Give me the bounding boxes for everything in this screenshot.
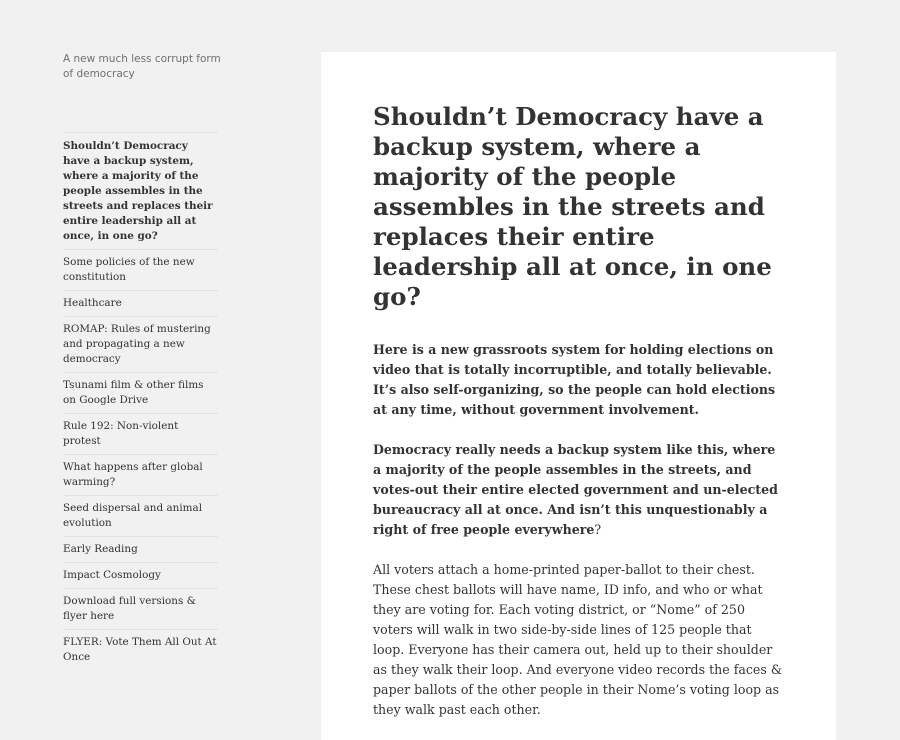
- article-paragraph-voting: All voters attach a home-printed paper-ballot to their chest. These chest ballots will have name, ID info, and who or what they are voting for. Each voting district, or “Nome” of 250 voters will walk in two side-by-side lines of 125 people that loop. Everyone has their camera out, held up to their shoulder as they walk their loop. And everyone video records the faces & paper ballots of the other people in their Nome’s voting loop as they walk past each other.: [373, 562, 783, 717]
- sidebar-item[interactable]: Some policies of the new constitution: [63, 249, 218, 290]
- sidebar-item[interactable]: What happens after global warming?: [63, 454, 218, 495]
- sidebar-item[interactable]: Rule 192: Non-violent protest: [63, 413, 218, 454]
- site-tagline: A new much less corrupt form of democracy: [63, 53, 221, 80]
- question-mark: ?: [594, 522, 602, 537]
- sidebar-menu: [63, 132, 218, 670]
- article-card: [321, 52, 836, 740]
- article-paragraph-backup: [373, 440, 783, 540]
- article-body: [373, 340, 783, 720]
- sidebar-item[interactable]: Impact Cosmology: [63, 562, 218, 588]
- sidebar-item[interactable]: FLYER: Vote Them All Out At Once: [63, 629, 218, 670]
- article-paragraph-intro: Here is a new grassroots system for holding elections on video that is totally incorruptible, and totally believable. It’s also self-organizing, so the people can hold elections at any time, without government involvement.: [373, 342, 776, 417]
- sidebar-item[interactable]: ROMAP: Rules of mustering and propagating a new democracy: [63, 316, 218, 372]
- sidebar-item[interactable]: Download full versions & flyer here: [63, 588, 218, 629]
- sidebar-item[interactable]: Tsunami film & other films on Google Drive: [63, 372, 218, 413]
- sidebar-item[interactable]: Healthcare: [63, 290, 218, 316]
- sidebar-item-current-post[interactable]: Shouldn’t Democracy have a backup system, where a majority of the people assembles in the streets and replaces their entire leadership all at once, in one go?: [63, 132, 218, 249]
- sidebar-item[interactable]: Early Reading: [63, 536, 218, 562]
- bold-text: Democracy really needs a backup system like this, where a majority of the people assembles in the streets, and votes-out their entire elected government and un-elected bureaucracy all at once. And isn’t this unquestionably a right of free people everywhere: [373, 442, 778, 537]
- article-title: Shouldn’t Democracy have a backup system, where a majority of the people assembles in the streets and replaces their entire leadership all at once, in one go?: [373, 102, 772, 311]
- sidebar-item[interactable]: Seed dispersal and animal evolution: [63, 495, 218, 536]
